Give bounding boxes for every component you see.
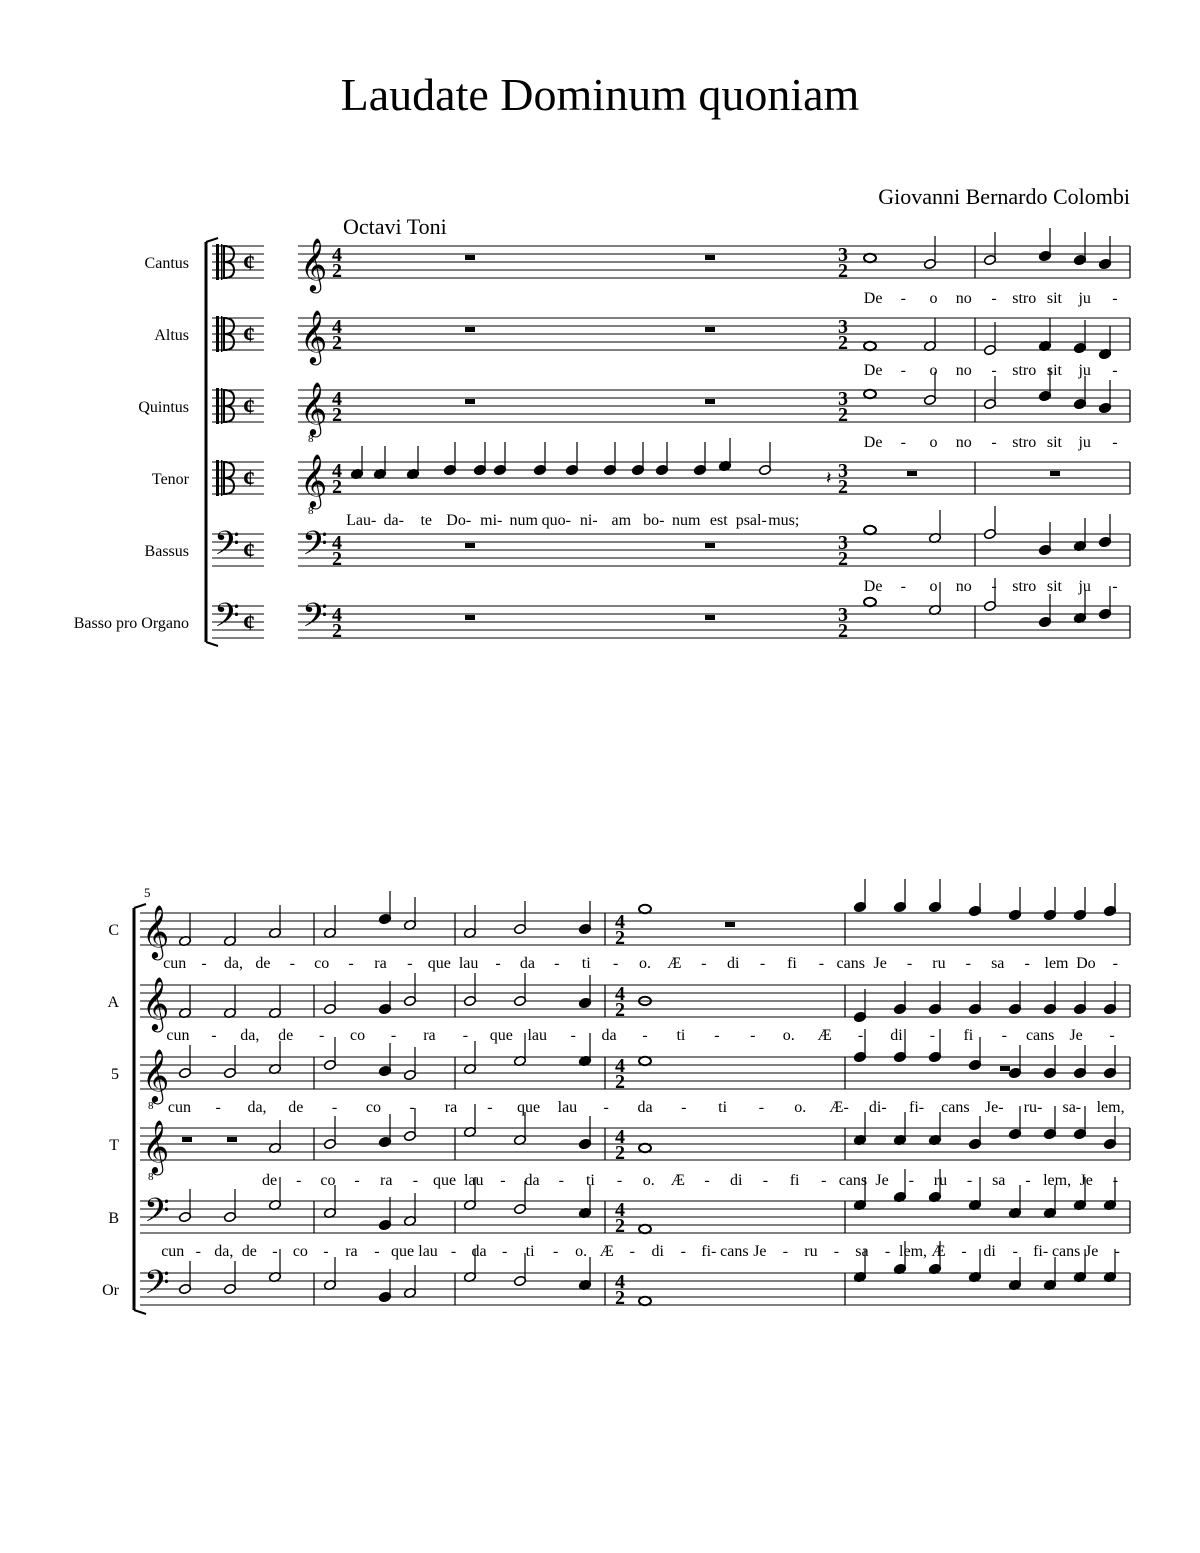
part-name: T	[109, 1137, 119, 1154]
lyric-syllable: no	[955, 290, 972, 307]
lyric-syllable: stro	[1012, 290, 1037, 307]
lyric-syllable: -	[818, 955, 825, 972]
lyric-syllable: -	[1112, 578, 1118, 595]
lyric-syllable: -	[900, 362, 906, 379]
lyric-syllable: no	[955, 434, 972, 451]
lyric-syllable: ra	[380, 1172, 393, 1189]
svg-text:2: 2	[332, 476, 342, 498]
lyric-syllable: -	[323, 1243, 329, 1260]
svg-text:¢: ¢	[243, 610, 255, 636]
svg-text:2: 2	[332, 404, 342, 426]
lyric-syllable: -	[900, 290, 906, 307]
lyric-syllable: -	[991, 434, 997, 451]
svg-text:4: 4	[332, 604, 342, 626]
lyric-syllable: lau	[527, 1027, 547, 1044]
lyric-syllable: que	[433, 1172, 457, 1189]
lyric-syllable: ju	[1078, 362, 1091, 379]
lyric-syllable: -	[450, 1243, 457, 1260]
lyric-syllable: cans	[941, 1099, 970, 1116]
tempo-marking: Octavi Toni	[343, 214, 447, 239]
lyric-syllable: De	[863, 362, 883, 379]
lyric-syllable: te	[420, 512, 433, 529]
lyric-syllable: que	[427, 955, 451, 972]
lyric-syllable: Je	[875, 1172, 889, 1189]
lyric-syllable: da,	[214, 1243, 234, 1260]
lyric-syllable: di	[890, 1027, 903, 1044]
lyric-syllable: -	[570, 1027, 576, 1044]
lyric-syllable: que	[517, 1099, 541, 1116]
composer-name: Giovanni Bernardo Colombi	[878, 184, 1130, 209]
lyric-syllable: da,	[240, 1027, 260, 1044]
lyric-syllable: -	[906, 955, 913, 972]
lyric-syllable: Lau-	[346, 512, 377, 529]
lyric-syllable: -	[833, 1243, 840, 1260]
lyric-syllable: -	[1112, 362, 1118, 379]
lyric-syllable: ra	[374, 955, 387, 972]
lyric-syllable: o.	[642, 1172, 655, 1189]
lyric-syllable: di	[730, 1172, 743, 1189]
lyric-syllable: Æ-	[829, 1099, 849, 1116]
lyric-syllable: que	[390, 1243, 415, 1260]
lyric-syllable: -	[966, 1172, 973, 1189]
lyric-syllable: -	[991, 362, 997, 379]
lyric-syllable: ru-	[1023, 1099, 1043, 1116]
lyric-syllable: Æ	[670, 1172, 686, 1189]
part-name: C	[108, 922, 119, 939]
lyric-syllable: fi-	[1033, 1243, 1049, 1260]
svg-text:𝄞: 𝄞	[142, 978, 170, 1029]
lyric-syllable: fi-	[701, 1243, 717, 1260]
part-name: 5	[111, 1066, 119, 1083]
lyric-syllable: da	[519, 955, 535, 972]
part-name: A	[107, 994, 119, 1011]
lyric-syllable: da,	[223, 955, 244, 972]
lyric-syllable: lau	[557, 1099, 578, 1116]
system-2	[102, 879, 1130, 1314]
lyric-syllable: Je	[873, 955, 887, 972]
part-name: Bassus	[144, 543, 189, 560]
lyric-syllable: ti	[718, 1099, 728, 1116]
lyric-syllable: -	[908, 1172, 914, 1189]
lyric-syllable: bo-	[643, 512, 665, 529]
lyric-syllable: Je	[1079, 1172, 1093, 1189]
lyric-syllable: -	[759, 955, 766, 972]
svg-text:¢: ¢	[243, 538, 255, 564]
svg-text:𝄽: 𝄽	[826, 468, 832, 488]
lyric-syllable: cun	[163, 955, 187, 972]
lyric-syllable: -	[215, 1099, 221, 1116]
lyric-syllable: -	[750, 1027, 756, 1044]
svg-text:2: 2	[615, 1142, 625, 1164]
lyric-syllable: fi-	[909, 1099, 925, 1116]
lyric-syllable: de	[241, 1243, 257, 1260]
lyric-syllable: -	[409, 1099, 415, 1116]
lyric-syllable: o.	[794, 1099, 807, 1116]
lyric-syllable: fi	[789, 1172, 800, 1189]
lyric-syllable: co	[314, 955, 330, 972]
lyric-syllable: num	[509, 512, 538, 529]
lyric-syllable: -	[1112, 955, 1118, 972]
svg-text:4: 4	[332, 388, 342, 410]
lyric-syllable: est	[709, 512, 728, 529]
svg-text:𝄞: 𝄞	[142, 906, 170, 957]
lyric-syllable: sit	[1046, 362, 1063, 379]
lyric-syllable: no	[955, 362, 972, 379]
lyric-syllable: -	[1025, 1172, 1031, 1189]
lyric-syllable: -	[462, 1027, 469, 1044]
lyric-syllable: -	[495, 955, 501, 972]
lyric-syllable: -	[701, 955, 707, 972]
lyric-syllable: -	[782, 1243, 789, 1260]
lyric-syllable: -	[704, 1172, 710, 1189]
lyric-syllable: ra	[423, 1027, 436, 1044]
lyric-syllable: co	[320, 1172, 336, 1189]
svg-text:4: 4	[615, 1271, 625, 1293]
lyric-syllable: o.	[639, 955, 651, 972]
svg-text:𝄢: 𝄢	[144, 1264, 170, 1309]
lyric-syllable: mi-	[480, 512, 503, 529]
lyric-syllable: sa	[991, 955, 1005, 972]
lyric-syllable: o	[929, 362, 938, 379]
lyric-syllable: -	[500, 1172, 506, 1189]
lyric-syllable: di	[726, 955, 740, 972]
lyric-syllable: sit	[1046, 578, 1063, 595]
svg-text:𝄢: 𝄢	[214, 525, 240, 570]
lyric-syllable: -	[681, 1099, 687, 1116]
lyric-syllable: -	[603, 1099, 609, 1116]
svg-text:𝄢: 𝄢	[302, 525, 328, 570]
lyric-syllable: -	[211, 1027, 217, 1044]
svg-text:4: 4	[332, 532, 342, 554]
lyric-syllable: -	[407, 955, 413, 972]
lyric-syllable: ti	[525, 1243, 535, 1260]
lyric-syllable: -	[965, 955, 971, 972]
svg-text:3: 3	[838, 316, 848, 338]
svg-text:2: 2	[838, 548, 848, 570]
lyric-syllable: -	[762, 1172, 769, 1189]
svg-text:8: 8	[148, 1171, 154, 1183]
lyric-syllable: -	[991, 290, 997, 307]
svg-text:4: 4	[615, 1199, 625, 1221]
lyric-syllable: co	[365, 1099, 381, 1116]
lyric-syllable: -	[487, 1099, 493, 1116]
lyric-syllable: lau	[463, 1172, 484, 1189]
lyric-syllable: -	[642, 1027, 648, 1044]
svg-text:2: 2	[838, 404, 848, 426]
lyric-syllable: da	[637, 1099, 653, 1116]
lyric-syllable: Do	[1076, 955, 1096, 972]
lyric-syllable: da-	[383, 512, 404, 529]
lyric-syllable: Je	[1069, 1027, 1083, 1044]
lyric-syllable: cun	[167, 1099, 191, 1116]
lyric-syllable: ra	[345, 1243, 358, 1260]
lyric-syllable: -	[195, 1243, 201, 1260]
svg-text:2: 2	[332, 548, 342, 570]
lyric-syllable: -	[991, 578, 997, 595]
svg-text:2: 2	[838, 620, 848, 642]
svg-text:𝄞: 𝄞	[300, 311, 328, 362]
lyric-syllable: psal-	[735, 512, 767, 529]
lyric-syllable: -	[319, 1027, 325, 1044]
lyric-syllable: -	[289, 955, 295, 972]
svg-text:𝄞: 𝄞	[300, 239, 328, 290]
lyric-syllable: cun	[161, 1243, 185, 1260]
svg-text:3: 3	[838, 604, 848, 626]
lyric-syllable: stro	[1012, 434, 1037, 451]
lyric-syllable: di	[983, 1243, 996, 1260]
lyric-syllable: -	[1114, 1243, 1120, 1260]
lyric-syllable: De	[863, 434, 883, 451]
lyric-syllable: -	[1109, 1027, 1115, 1044]
svg-text:2: 2	[838, 332, 848, 354]
svg-text:2: 2	[615, 1215, 625, 1237]
part-name: Altus	[154, 327, 189, 344]
lyric-syllable: Æ	[599, 1243, 614, 1260]
svg-text:4: 4	[332, 316, 342, 338]
lyric-syllable: sa-	[1062, 1099, 1082, 1116]
lyric-syllable: cans	[1025, 1027, 1055, 1044]
lyric-syllable: ni-	[579, 512, 598, 529]
part-name: Tenor	[151, 471, 189, 488]
lyric-syllable: Je	[1085, 1243, 1099, 1260]
lyric-syllable: o	[929, 578, 938, 595]
lyric-syllable: ju	[1078, 434, 1091, 451]
svg-text:2: 2	[615, 1071, 625, 1093]
lyric-syllable: De	[863, 578, 883, 595]
lyric-syllable: que	[489, 1027, 513, 1044]
lyric-syllable: -	[1001, 1027, 1007, 1044]
lyric-syllable: Æ	[931, 1243, 946, 1260]
lyric-syllable: da	[524, 1172, 540, 1189]
svg-text:4: 4	[332, 244, 342, 266]
svg-text:2: 2	[332, 332, 342, 354]
lyric-syllable: cun	[166, 1027, 190, 1044]
lyric-syllable: -	[554, 955, 560, 972]
lyric-syllable: Æ	[817, 1027, 832, 1044]
svg-text:3: 3	[838, 460, 848, 482]
svg-text:2: 2	[838, 476, 848, 498]
svg-text:¢: ¢	[243, 250, 255, 276]
lyric-syllable: -	[857, 1027, 864, 1044]
lyric-syllable: -	[900, 434, 906, 451]
score-title: Laudate Dominum quoniam	[340, 69, 860, 120]
lyric-syllable: -	[501, 1243, 508, 1260]
lyric-syllable: o.	[782, 1027, 795, 1044]
svg-text:𝄢: 𝄢	[144, 1192, 170, 1237]
lyric-syllable: da	[601, 1027, 617, 1044]
svg-text:¢: ¢	[243, 394, 255, 420]
lyric-syllable: stro	[1012, 578, 1037, 595]
lyric-syllable: quo-	[541, 512, 571, 529]
lyric-syllable: sit	[1046, 434, 1063, 451]
lyric-syllable: -	[929, 1027, 936, 1044]
lyric-syllable: -	[1112, 1172, 1119, 1189]
lyric-syllable: co	[292, 1243, 308, 1260]
lyric-syllable: Do-	[446, 512, 472, 529]
lyric-syllable: cans	[720, 1243, 749, 1260]
svg-text:4: 4	[615, 911, 625, 933]
svg-text:2: 2	[332, 620, 342, 642]
svg-text:𝄢: 𝄢	[214, 597, 240, 642]
lyric-syllable: ti	[581, 955, 591, 972]
svg-text:8: 8	[148, 1100, 154, 1112]
lyric-syllable: lem,	[1043, 1172, 1072, 1189]
svg-text:2: 2	[838, 260, 848, 282]
lyric-syllable: de	[255, 955, 271, 972]
lyric-syllable: cans	[1051, 1243, 1081, 1260]
lyric-syllable: num	[672, 512, 701, 529]
measure-number: 5	[144, 885, 151, 900]
part-name: Quintus	[138, 399, 189, 416]
lyric-syllable: lem,	[899, 1243, 928, 1260]
part-name: Cantus	[144, 255, 189, 272]
lyric-syllable: -	[348, 955, 354, 972]
svg-text:3: 3	[838, 244, 848, 266]
svg-text:4: 4	[615, 1126, 625, 1148]
svg-text:𝄞: 𝄞	[300, 383, 328, 434]
lyric-syllable: -	[558, 1172, 564, 1189]
lyric-syllable: -	[390, 1027, 397, 1044]
part-name: Basso pro Organo	[73, 615, 189, 632]
lyric-syllable: -	[412, 1172, 419, 1189]
svg-text:𝄞: 𝄞	[300, 455, 328, 506]
lyric-syllable: da	[471, 1243, 487, 1260]
lyric-syllable: ru	[933, 1172, 948, 1189]
lyric-syllable: -	[900, 578, 906, 595]
lyric-syllable: -	[296, 1172, 302, 1189]
lyric-syllable: ju	[1078, 578, 1091, 595]
lyric-syllable: De	[863, 290, 883, 307]
lyric-syllable: -	[331, 1099, 338, 1116]
svg-text:3: 3	[838, 532, 848, 554]
lyric-syllable: o	[929, 290, 938, 307]
lyric-syllable: -	[612, 955, 619, 972]
lyric-syllable: co	[350, 1027, 366, 1044]
lyric-syllable: -	[961, 1243, 967, 1260]
lyric-syllable: fi	[787, 955, 797, 972]
lyric-syllable: mus;	[768, 512, 800, 529]
svg-text:8: 8	[308, 433, 314, 445]
lyric-syllable: -	[758, 1099, 765, 1116]
lyric-syllable: ru	[932, 955, 946, 972]
lyric-syllable: de	[288, 1099, 304, 1116]
lyric-syllable: -	[201, 955, 207, 972]
lyric-syllable: -	[354, 1172, 360, 1189]
lyric-syllable: am	[611, 512, 632, 529]
lyric-syllable: fi	[963, 1027, 974, 1044]
lyric-syllable: di	[651, 1243, 664, 1260]
lyric-syllable: de	[262, 1172, 278, 1189]
lyric-syllable: da,	[247, 1099, 267, 1116]
lyric-syllable: -	[714, 1027, 720, 1044]
lyric-syllable: stro	[1012, 362, 1037, 379]
svg-text:3: 3	[838, 388, 848, 410]
lyric-syllable: -	[1024, 955, 1030, 972]
lyric-syllable: -	[616, 1172, 623, 1189]
lyric-syllable: sa	[855, 1243, 869, 1260]
lyric-syllable: o	[929, 434, 938, 451]
svg-text:8: 8	[308, 505, 314, 517]
lyric-syllable: -	[1112, 290, 1118, 307]
svg-text:¢: ¢	[243, 466, 255, 492]
lyric-syllable: sit	[1046, 290, 1063, 307]
lyric-syllable: -	[884, 1243, 891, 1260]
lyric-syllable: cans	[838, 1172, 868, 1189]
lyric-syllable: -	[1012, 1243, 1018, 1260]
svg-text:𝄞: 𝄞	[142, 1121, 170, 1172]
lyric-syllable: sa	[992, 1172, 1006, 1189]
lyric-syllable: lau	[418, 1243, 438, 1260]
lyric-syllable: Æ	[667, 955, 682, 972]
lyric-syllable: -	[374, 1243, 380, 1260]
lyric-syllable: -	[1112, 434, 1118, 451]
lyric-syllable: no	[955, 578, 972, 595]
svg-text:2: 2	[332, 260, 342, 282]
part-name: Or	[102, 1282, 119, 1299]
lyric-syllable: Je	[753, 1243, 767, 1260]
lyric-syllable: -	[821, 1172, 827, 1189]
lyric-syllable: o.	[575, 1243, 588, 1260]
system-1	[74, 228, 1130, 646]
lyric-syllable: -	[552, 1243, 559, 1260]
lyric-syllable: di-	[868, 1099, 887, 1116]
lyric-syllable: -	[629, 1243, 635, 1260]
svg-text:2: 2	[615, 927, 625, 949]
lyric-syllable: lem,	[1096, 1099, 1125, 1116]
part-name: B	[108, 1210, 119, 1227]
lyric-syllable: ju	[1078, 290, 1091, 307]
svg-text:4: 4	[615, 1055, 625, 1077]
svg-text:2: 2	[615, 999, 625, 1021]
lyric-syllable: cans	[836, 955, 865, 972]
lyric-syllable: de	[278, 1027, 294, 1044]
lyric-syllable: -	[680, 1243, 686, 1260]
lyric-syllable: ti	[676, 1027, 686, 1044]
svg-text:𝄢: 𝄢	[302, 597, 328, 642]
lyric-syllable: ra	[444, 1099, 458, 1116]
svg-text:4: 4	[615, 983, 625, 1005]
lyric-syllable: -	[272, 1243, 278, 1260]
lyric-syllable: ru	[804, 1243, 818, 1260]
svg-text:4: 4	[332, 460, 342, 482]
svg-text:¢: ¢	[243, 322, 255, 348]
lyric-syllable: lau	[458, 955, 479, 972]
svg-text:2: 2	[615, 1287, 625, 1309]
lyric-syllable: ti	[585, 1172, 595, 1189]
svg-text:𝄞: 𝄞	[142, 1050, 170, 1101]
lyric-syllable: Je-	[984, 1099, 1004, 1116]
lyric-syllable: lem	[1044, 955, 1069, 972]
